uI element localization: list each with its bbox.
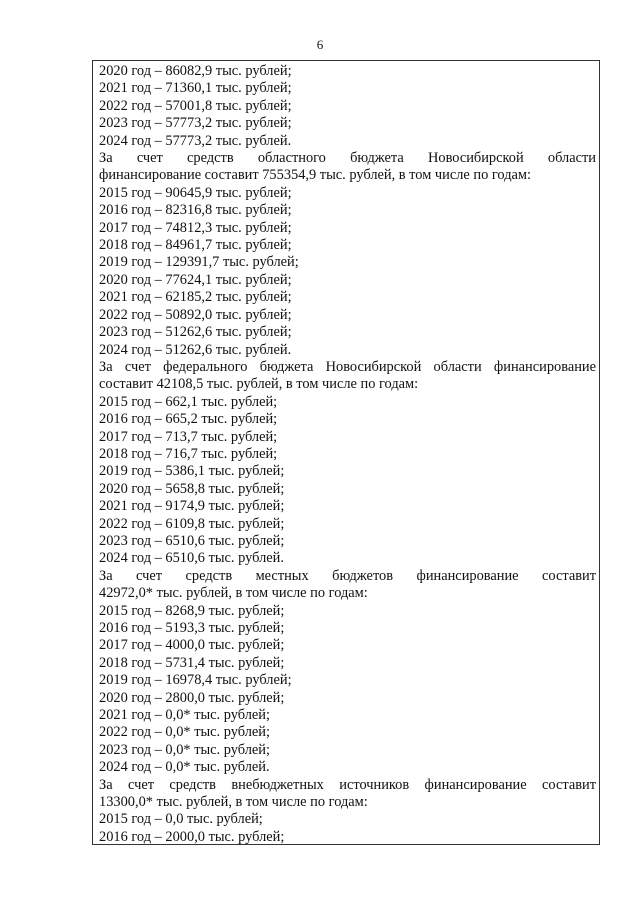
funding-year-line: 2016 год – 82316,8 тыс. рублей;	[99, 202, 292, 219]
funding-source-paragraph-line2: составит 42108,5 тыс. рублей, в том числе по годам:	[99, 376, 419, 393]
funding-year-line: 2018 год – 716,7 тыс. рублей;	[99, 445, 278, 462]
funding-year-line: 2023 год – 51262,6 тыс. рублей;	[99, 324, 292, 341]
funding-source-paragraph-line1: За счет средств внебюджетных источников финансирование составит	[99, 776, 596, 793]
funding-year-line: 2018 год – 84961,7 тыс. рублей;	[99, 237, 292, 254]
funding-year-line: 2021 год – 71360,1 тыс. рублей;	[99, 80, 292, 97]
funding-year-line: 2016 год – 2000,0 тыс. рублей;	[99, 828, 285, 845]
funding-year-line: 2019 год – 5386,1 тыс. рублей;	[99, 463, 285, 480]
funding-year-line: 2023 год – 57773,2 тыс. рублей;	[99, 115, 292, 132]
funding-year-line: 2019 год – 16978,4 тыс. рублей;	[99, 672, 292, 689]
funding-year-line: 2021 год – 9174,9 тыс. рублей;	[99, 498, 285, 515]
funding-source-paragraph-line2: финансирование составит 755354,9 тыс. рублей, в том числе по годам:	[99, 167, 532, 184]
funding-year-line: 2015 год – 0,0 тыс. рублей;	[99, 811, 263, 828]
funding-year-line: 2024 год – 6510,6 тыс. рублей.	[99, 550, 284, 567]
funding-year-line: 2016 год – 665,2 тыс. рублей;	[99, 411, 278, 428]
funding-year-line: 2020 год – 2800,0 тыс. рублей;	[99, 689, 285, 706]
funding-year-line: 2022 год – 0,0* тыс. рублей;	[99, 724, 270, 741]
funding-year-line: 2024 год – 0,0* тыс. рублей.	[99, 759, 270, 776]
funding-year-line: 2020 год – 86082,9 тыс. рублей;	[99, 63, 292, 79]
funding-year-line: 2015 год – 8268,9 тыс. рублей;	[99, 602, 285, 619]
funding-year-line: 2022 год – 50892,0 тыс. рублей;	[99, 306, 292, 323]
funding-year-line: 2015 год – 662,1 тыс. рублей;	[99, 393, 278, 410]
funding-year-line: 2024 год – 57773,2 тыс. рублей.	[99, 132, 292, 149]
document-content	[93, 61, 599, 845]
funding-year-line: 2018 год – 5731,4 тыс. рублей;	[99, 654, 285, 671]
funding-source-paragraph-line1: За счет федерального бюджета Новосибирской области финансирование	[99, 358, 596, 375]
funding-year-line: 2024 год – 51262,6 тыс. рублей.	[99, 341, 292, 358]
funding-year-line: 2020 год – 77624,1 тыс. рублей;	[99, 271, 292, 288]
funding-source-paragraph-line2: 42972,0* тыс. рублей, в том числе по годам:	[99, 585, 368, 602]
funding-source-paragraph-line2: 13300,0* тыс. рублей, в том числе по годам:	[99, 794, 368, 811]
page-number: 6	[316, 37, 324, 52]
funding-year-line: 2020 год – 5658,8 тыс. рублей;	[99, 480, 285, 497]
funding-year-line: 2017 год – 713,7 тыс. рублей;	[99, 428, 278, 445]
funding-year-line: 2017 год – 4000,0 тыс. рублей;	[99, 637, 285, 654]
funding-year-line: 2017 год – 74812,3 тыс. рублей;	[99, 219, 292, 236]
funding-source-paragraph-line1: За счет средств областного бюджета Новосибирской области	[99, 150, 596, 167]
funding-year-line: 2021 год – 62185,2 тыс. рублей;	[99, 289, 292, 306]
funding-year-line: 2015 год – 90645,9 тыс. рублей;	[99, 184, 292, 201]
document-frame	[92, 60, 600, 845]
funding-year-line: 2023 год – 0,0* тыс. рублей;	[99, 741, 270, 758]
funding-year-line: 2019 год – 129391,7 тыс. рублей;	[99, 254, 299, 271]
funding-year-line: 2022 год – 57001,8 тыс. рублей;	[99, 97, 292, 114]
funding-year-line: 2023 год – 6510,6 тыс. рублей;	[99, 532, 285, 549]
funding-year-line: 2016 год – 5193,3 тыс. рублей;	[99, 620, 285, 636]
funding-source-paragraph-line1: За счет средств местных бюджетов финансирование составит	[99, 567, 596, 584]
funding-year-line: 2022 год – 6109,8 тыс. рублей;	[99, 515, 285, 532]
funding-year-line: 2021 год – 0,0* тыс. рублей;	[99, 707, 270, 724]
